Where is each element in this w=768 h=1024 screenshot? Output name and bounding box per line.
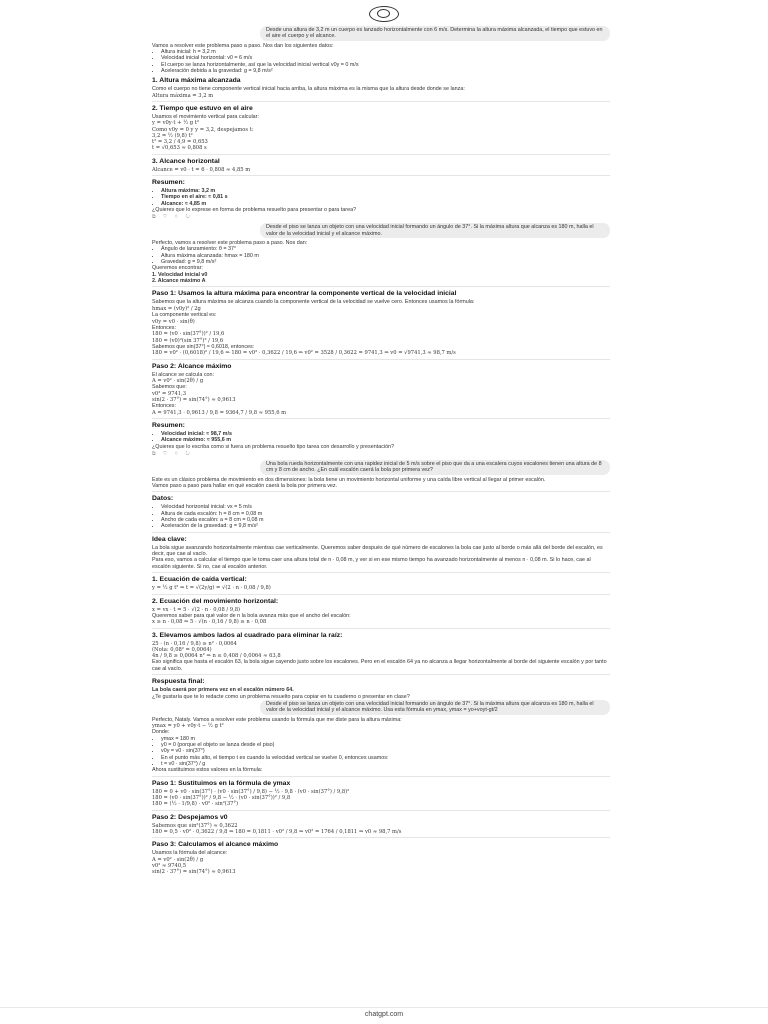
paragraph: Ahora sustituimos estos valores en la fórmula:: [152, 767, 263, 774]
section-heading: Datos:: [152, 495, 174, 503]
user-message-4: Desde el piso se lanza un objeto con una velocidad inicial formando un ángulo de 37°. Si la máxima altura que alcanza es 180 m, halla el valor de la velocidad inicial y el alcance máximo. Usa esta fórmula en ymax, ymax = yo+voyt-gt/2: [260, 700, 610, 715]
formula: A = 9741,3 · 0,9613 / 9,8 = 9364,7 / 9,8 ≈ 955,6 m: [152, 409, 287, 416]
list-item: • Velocidad horizontal inicial: vx = 5 m/s: [161, 504, 610, 510]
paragraph: Este es un clásico problema de movimiento en dos dimensiones: la bola tiene un movimiento horizontal uniforme y una caída libre vertical al llegar al primer escalón.: [152, 476, 546, 483]
list-item: • Altura de cada escalón: h = 8 cm = 0,08 m: [161, 511, 610, 517]
paragraph: Usamos el movimiento vertical para calcular:: [152, 113, 259, 120]
formula: v0² = 9741,3: [152, 390, 187, 397]
assistant-message-3: [152, 477, 610, 700]
section-heading: 3. Elevamos ambos lados al cuadrado para eliminar la raíz:: [152, 631, 343, 639]
formula: 180 = 0 + v0 · sin(37°) · (v0 · sin(37°) / 9,8) − ½ · 9,8 · (v0 · sin(37°) / 9,8)²: [152, 788, 350, 795]
divider: [152, 491, 610, 492]
section-heading: Resumen:: [152, 422, 185, 429]
paragraph: Para eso, vamos a calcular el tiempo que le toma caer una altura total de n · 0,08 m, y ver si en ese mismo tiempo ha avanzado horizontalmente al menos n · 0,08 m. Si lo hace, cae al escalón siguiente. Si no, cae al escalón anterior.: [152, 557, 591, 570]
message-actions[interactable]: ⧉ ♡ ♢ ↻: [152, 451, 193, 457]
divider: [152, 175, 610, 176]
list-item: • t = v0 · sin(37°) / g: [161, 761, 610, 767]
user-message-3: Una bola rueda horizontalmente con una rapidez inicial de 5 m/s sobre el piso que da a una escalera cuyos escalones tienen una altura de 8 cm y 8 cm de ancho. ¿En cuál escalón caerá la bola por primera vez?: [260, 460, 610, 475]
section-heading: Paso 1: Usamos la altura máxima para encontrar la componente vertical de la velocidad inicial: [152, 290, 457, 298]
section-heading: Paso 2: Despejamos v0: [152, 813, 228, 821]
formula: hmax = (v0y)² / 2g: [152, 305, 201, 312]
section-heading: Idea clave:: [152, 535, 187, 543]
answer-intro: Vamos a resolver este problema paso a paso. Nos dan los siguientes datos:: [152, 42, 334, 49]
formula: v0² ≈ 9740,5: [152, 862, 187, 869]
formula: t = √0,653 ≈ 0,808 s: [152, 145, 207, 152]
formula: sin(2 · 37°) = sin(74°) ≈ 0,9613: [152, 869, 236, 876]
formula: Sabemos que sin²(37°) ≈ 0,3622: [152, 822, 238, 829]
list-item: • Velocidad inicial: ≈ 98,7 m/s: [161, 431, 610, 437]
list-item: • Velocidad inicial horizontal: v0 = 6 m/s: [161, 55, 610, 61]
list-item: • Gravedad: g = 9,8 m/s²: [161, 259, 610, 265]
formula: v0y = v0 · sin(θ): [152, 318, 195, 325]
divider: [152, 572, 610, 573]
section-heading: 2. Tiempo que estuvo en el aire: [152, 104, 253, 112]
section-heading: Paso 3: Calculamos el alcance máximo: [152, 841, 279, 849]
data-list: [152, 246, 610, 265]
paragraph: El alcance se calcula con:: [152, 371, 215, 378]
data-list: [152, 49, 610, 74]
list-item: • Aceleración de la gravedad: g = 9,8 m/s²: [161, 523, 610, 529]
section-heading: 1. Ecuación de caída vertical:: [152, 576, 247, 584]
divider: [152, 594, 610, 595]
assistant-message-4: [152, 717, 610, 876]
list-item: • Alcance: ≈ 4,85 m: [161, 201, 610, 207]
footer-divider: [0, 1007, 768, 1008]
divider: [152, 837, 610, 838]
formula: x ≥ n · 0,08 ⇒ 5 · √(n · 0,16 / 9,8) ≥ n · 0,08: [152, 619, 267, 626]
answer-outro: ¿Te gustaría que te lo redacte como un problema resuelto para copiar en tu cuaderno o presentar en clase?: [152, 693, 410, 700]
paragraph: Eso significa que hasta el escalón 63, la bola sigue cayendo justo sobre los escalones. Pero en el escalón 64 ya no alcanza a llegar horizontalmente al borde del siguiente escalón y por tanto cae al vacío.: [152, 659, 607, 672]
list-item: • Tiempo en el aire: ≈ 0,81 s: [161, 194, 610, 200]
list-item: • ymax = 180 m: [161, 736, 610, 742]
list-item: • Altura máxima: 3,2 m: [161, 188, 610, 194]
formula: Altura máxima = 3,2 m: [152, 92, 214, 99]
summary-list: [152, 431, 610, 444]
paragraph: Como el cuerpo no tiene componente vertical inicial hacia arriba, la altura máxima es la misma que la altura desde donde se lanza:: [152, 86, 465, 93]
section-heading: Resumen:: [152, 179, 185, 187]
formula: t² = 3,2 / 4,9 = 0,653: [152, 139, 208, 146]
formula: A = v0² · sin(2θ) / g: [152, 856, 204, 863]
section-heading: Paso 1: Sustituimos en la fórmula de ymax: [152, 779, 291, 787]
divider: [152, 286, 610, 287]
assistant-message-2: [152, 240, 610, 458]
paragraph: Sabemos que la altura máxima se alcanza cuando la componente vertical de la velocidad se vuelve cero. Entonces usamos la fórmula:: [152, 299, 475, 306]
user-message-2: Desde el piso se lanza un objeto con una velocidad inicial formando un ángulo de 37°. Si la máxima altura que alcanza es 180 m, halla el valor de la velocidad inicial y el alcance máximo.: [260, 223, 610, 238]
formula: 180 = (½ · 1/9,8) · v0² · sin²(37°): [152, 801, 239, 808]
list-item: • Altura máxima alcanzada: hmax = 180 m: [161, 253, 610, 259]
formula: 180 = 0,5 · v0² · 0,3622 / 9,8 ⇒ 180 = 0,1811 · v0² / 9,8 ⇒ v0² = 1764 / 0,1811 ⇒ v0 ≈ 98,7 m/s: [152, 828, 402, 835]
divider: [152, 101, 610, 102]
list-item: • y0 = 0 (porque el objeto se lanza desde el piso): [161, 742, 610, 748]
user-message-1: Desde una altura de 3,2 m un cuerpo es lanzado horizontalmente con 6 m/s. Determina la altura máxima alcanzada, el tiempo que estuvo en el aire el cuerpo y el alcance.: [260, 26, 610, 41]
formula: 180 = (v0)²(sin 37°)² / 19,6: [152, 337, 224, 344]
paragraph: Entonces:: [152, 324, 176, 331]
list-item: • Alcance máximo: ≈ 955,6 m: [161, 437, 610, 443]
formula: 25 · (n · 0,16 / 9,8) ≥ n² · 0,0064: [152, 640, 237, 647]
divider: [152, 776, 610, 777]
list-item: • Aceleración debida a la gravedad: g = 9,8 m/s²: [161, 68, 610, 74]
assistant-message-1: [152, 43, 610, 222]
divider: [152, 418, 610, 419]
divider: [152, 359, 610, 360]
list-item: • El cuerpo se lanza horizontalmente, así que la velocidad inicial vertical v0y = 0 m/s: [161, 62, 610, 68]
message-actions[interactable]: ⧉ ♡ ♢ ↻: [152, 214, 193, 221]
summary-list: [152, 188, 610, 207]
answer-intro: Perfecto, vamos a resolver este problema paso a paso. Nos dan:: [152, 239, 308, 246]
paragraph: La bola sigue avanzando horizontalmente mientras cae verticalmente. Queremos saber después de qué número de escalones la bola cae justo al borde o más allá del borde del escalón, es decir, que cae al vacío.: [152, 544, 603, 557]
divider: [152, 628, 610, 629]
answer-outro: ¿Quieres que lo escriba como si fuera un problema resuelto tipo tarea con desarrollo y presentación?: [152, 443, 395, 450]
formula: y = v0y·t + ½ g t²: [152, 120, 199, 127]
formula: ymax = y0 + v0y·t − ½ g t²: [152, 723, 224, 730]
section-heading: Paso 2: Alcance máximo: [152, 362, 232, 370]
formula: A = v0² · sin(2θ) / g: [152, 378, 204, 384]
answer-outro: ¿Quieres que lo exprese en forma de problema resuelto para presentar o para tarea?: [152, 206, 357, 213]
formula: x = vx · t = 5 · √(2 · n · 0,08 / 9,8): [152, 606, 241, 613]
list-item: • Ancho de cada escalón: a = 8 cm = 0,08 m: [161, 517, 610, 523]
paragraph: Queremos encontrar:: [152, 265, 203, 272]
paragraph: Donde:: [152, 729, 170, 736]
paragraph: 2. Alcance máximo A: [152, 278, 206, 285]
formula: y = ½ g t² ⇒ t = √(2y/g) = √(2 · n · 0,08 / 9,8): [152, 585, 271, 592]
paragraph: Usamos la fórmula del alcance:: [152, 850, 228, 857]
formula: (Nota: 0,08² = 0,0064): [152, 646, 212, 653]
formula: 180 = (v0 · sin(37°))² / 9,8 − ½ · (v0 · sin(37°))² / 9,8: [152, 794, 291, 801]
section-heading: 1. Altura máxima alcanzada: [152, 77, 241, 85]
chatgpt-logo-icon: [369, 6, 399, 22]
list-item: • Altura inicial: h = 3,2 m: [161, 49, 610, 55]
formula: sin(2 · 37°) = sin(74°) ≈ 0,9613: [152, 397, 236, 403]
paragraph: Sabemos que sin(37°) ≈ 0,6018, entonces:: [152, 343, 255, 350]
divider: [152, 532, 610, 533]
formula: Como v0y = 0 y y = 3,2, despejamos t:: [152, 126, 254, 133]
final-answer: La bola caerá por primera vez en el escalón número 64.: [152, 687, 294, 694]
conversation-thread: [152, 26, 610, 1004]
paragraph: Sabemos que:: [152, 384, 187, 391]
divider: [152, 674, 610, 675]
footer-site-link[interactable]: chatgpt.com: [364, 1011, 404, 1018]
list-item: • Ángulo de lanzamiento: θ = 37°: [161, 246, 610, 252]
paragraph: 1. Velocidad inicial v0: [152, 271, 208, 278]
data-list: [152, 504, 610, 529]
paragraph: La componente vertical es:: [152, 312, 217, 319]
list-item: • En el punto más alto, el tiempo t es cuando la velocidad vertical se vuelve 0, entonces usamos:: [161, 755, 610, 761]
paragraph: Vamos paso a paso para hallar en qué escalón caerá la bola por primera vez.: [152, 483, 338, 489]
section-heading: Respuesta final:: [152, 678, 205, 686]
paragraph: Queremos saber para qué valor de n la bola avanza más que el ancho del escalón:: [152, 612, 351, 619]
list-item: • v0y = v0 · sin(37°): [161, 748, 610, 754]
section-heading: 2. Ecuación del movimiento horizontal:: [152, 597, 279, 605]
formula: Alcance = v0 · t = 6 · 0,808 ≈ 4,85 m: [152, 166, 251, 173]
divider: [152, 154, 610, 155]
formula: 180 = (v0 · sin(37°))² / 19,6: [152, 331, 225, 338]
answer-intro: Perfecto, Nataly. Vamos a resolver este problema usando la fórmula que me diste para la altura máxima:: [152, 716, 402, 723]
formula: 4n / 9,8 ≥ 0,0064 n² ⇒ n ≤ 0,408 / 0,0064 ≈ 63,8: [152, 653, 281, 660]
definition-list: [152, 736, 610, 767]
paragraph: Entonces:: [152, 403, 176, 410]
divider: [152, 810, 610, 811]
section-heading: 3. Alcance horizontal: [152, 157, 220, 165]
formula: 180 = v0² · (0,6018)² / 19,6 ⇒ 180 = v0² · 0,3622 / 19,6 ⇒ v0² = 3528 / 0,3622 = 9741,3 ⇒ v0 = √9741,3 ≈ 98,7 m/s: [152, 350, 456, 357]
formula: 3,2 = ½ (9,8) t²: [152, 132, 193, 139]
